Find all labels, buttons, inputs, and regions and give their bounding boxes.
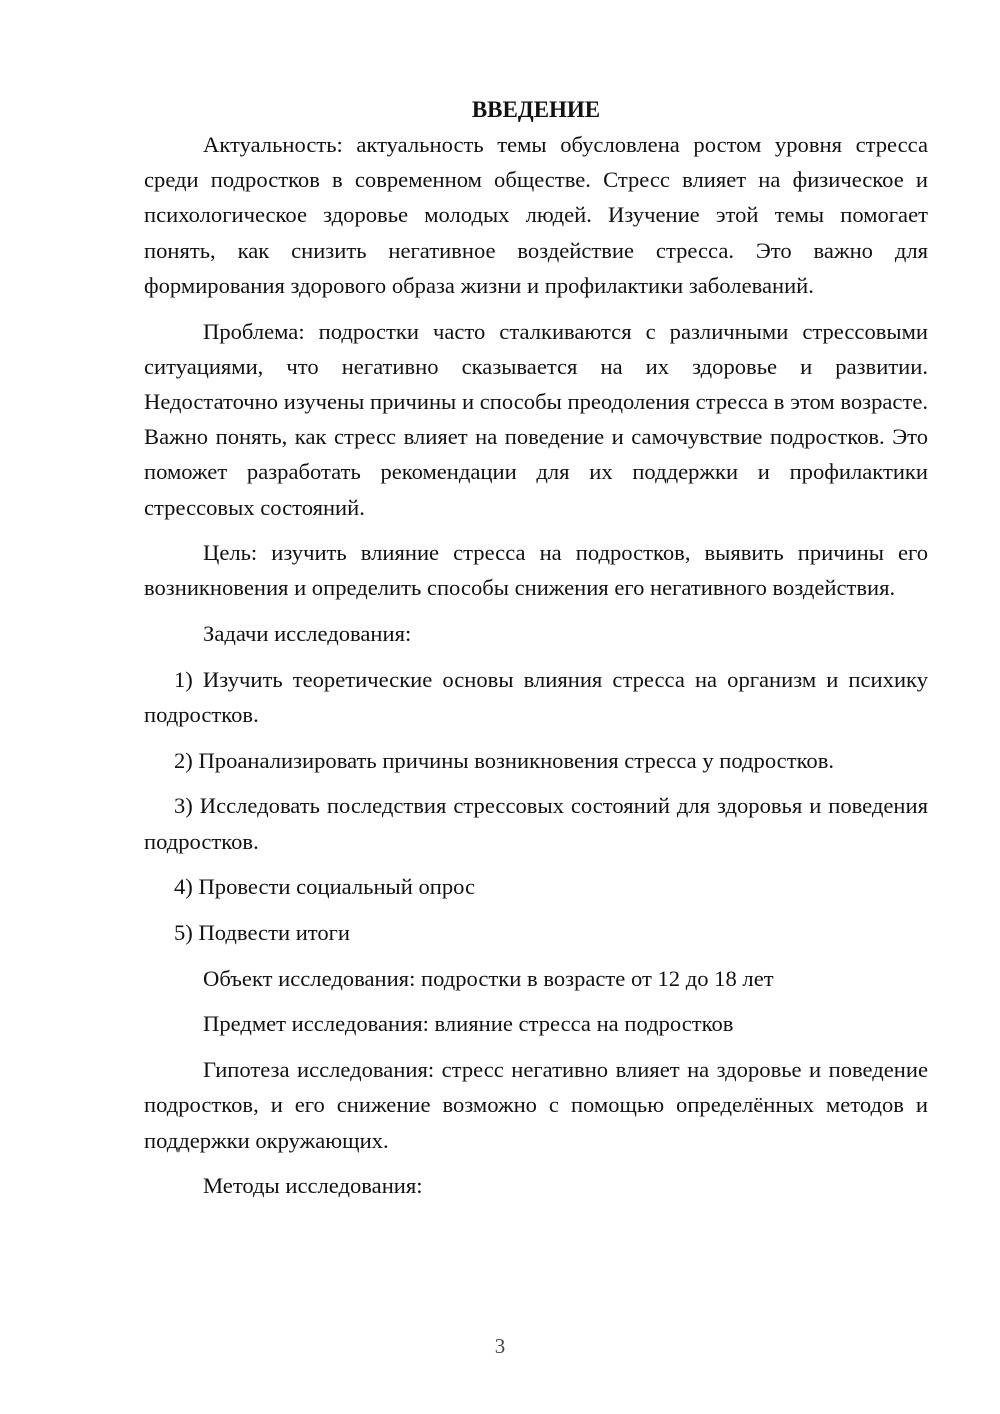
section-title: ВВЕДЕНИЕ	[471, 97, 601, 122]
paragraph-tasks-heading: Задачи исследования:	[203, 621, 412, 647]
paragraph-object: Объект исследования: подростки в возрасте от 12 до 18 лет	[203, 965, 774, 991]
paragraph-goal: Цель: изучить влияние стресса на подростков, выявить причины его возникновения и определить способы снижения его негативного воздействия.	[144, 540, 928, 601]
document-page	[144, 92, 928, 1214]
paragraph-problem: Проблема: подростки часто сталкиваются с различными стрессовыми ситуациями, что негативно сказывается на их здоровье и развитии. Недостаточно изучены причины и способы преодоления стресса в этом возрасте. Важно понять, как стресс влияет на поведение и самочувствие подростков. Это поможет разработать рекомендации для их поддержки и профилактики стрессовых состояний.	[144, 318, 928, 520]
task-item-3: 3) Исследовать последствия стрессовых состояний для здоровья и поведения подростков.	[144, 793, 928, 854]
page-number: 3	[494, 1334, 506, 1358]
paragraph-hypothesis: Гипотеза исследования: стресс негативно влияет на здоровье и поведение подростков, и его снижение возможно с помощью определённых методов и поддержки окружающих.	[144, 1057, 928, 1153]
task-item-1: 1) Изучить теоретические основы влияния стресса на организм и психику подростков.	[144, 666, 928, 728]
paragraph-methods: Методы исследования:	[203, 1173, 423, 1199]
paragraph-subject: Предмет исследования: влияние стресса на подростков	[203, 1011, 734, 1037]
task-item-4: 4) Провести социальный опрос	[174, 874, 476, 900]
task-item-2: 2) Проанализировать причины возникновения стресса у подростков.	[174, 747, 835, 773]
paragraph-relevance: Актуальность: актуальность темы обусловлена ростом уровня стресса среди подростков в современном обществе. Стресс влияет на физическое и психологическое здоровье молодых людей. Изучение этой темы помогает понять, как снизить негативное воздействие стресса. Это важно для формирования здорового образа жизни и профилактики заболеваний.	[144, 132, 928, 298]
task-item-5: 5) Подвести итоги	[174, 920, 351, 946]
